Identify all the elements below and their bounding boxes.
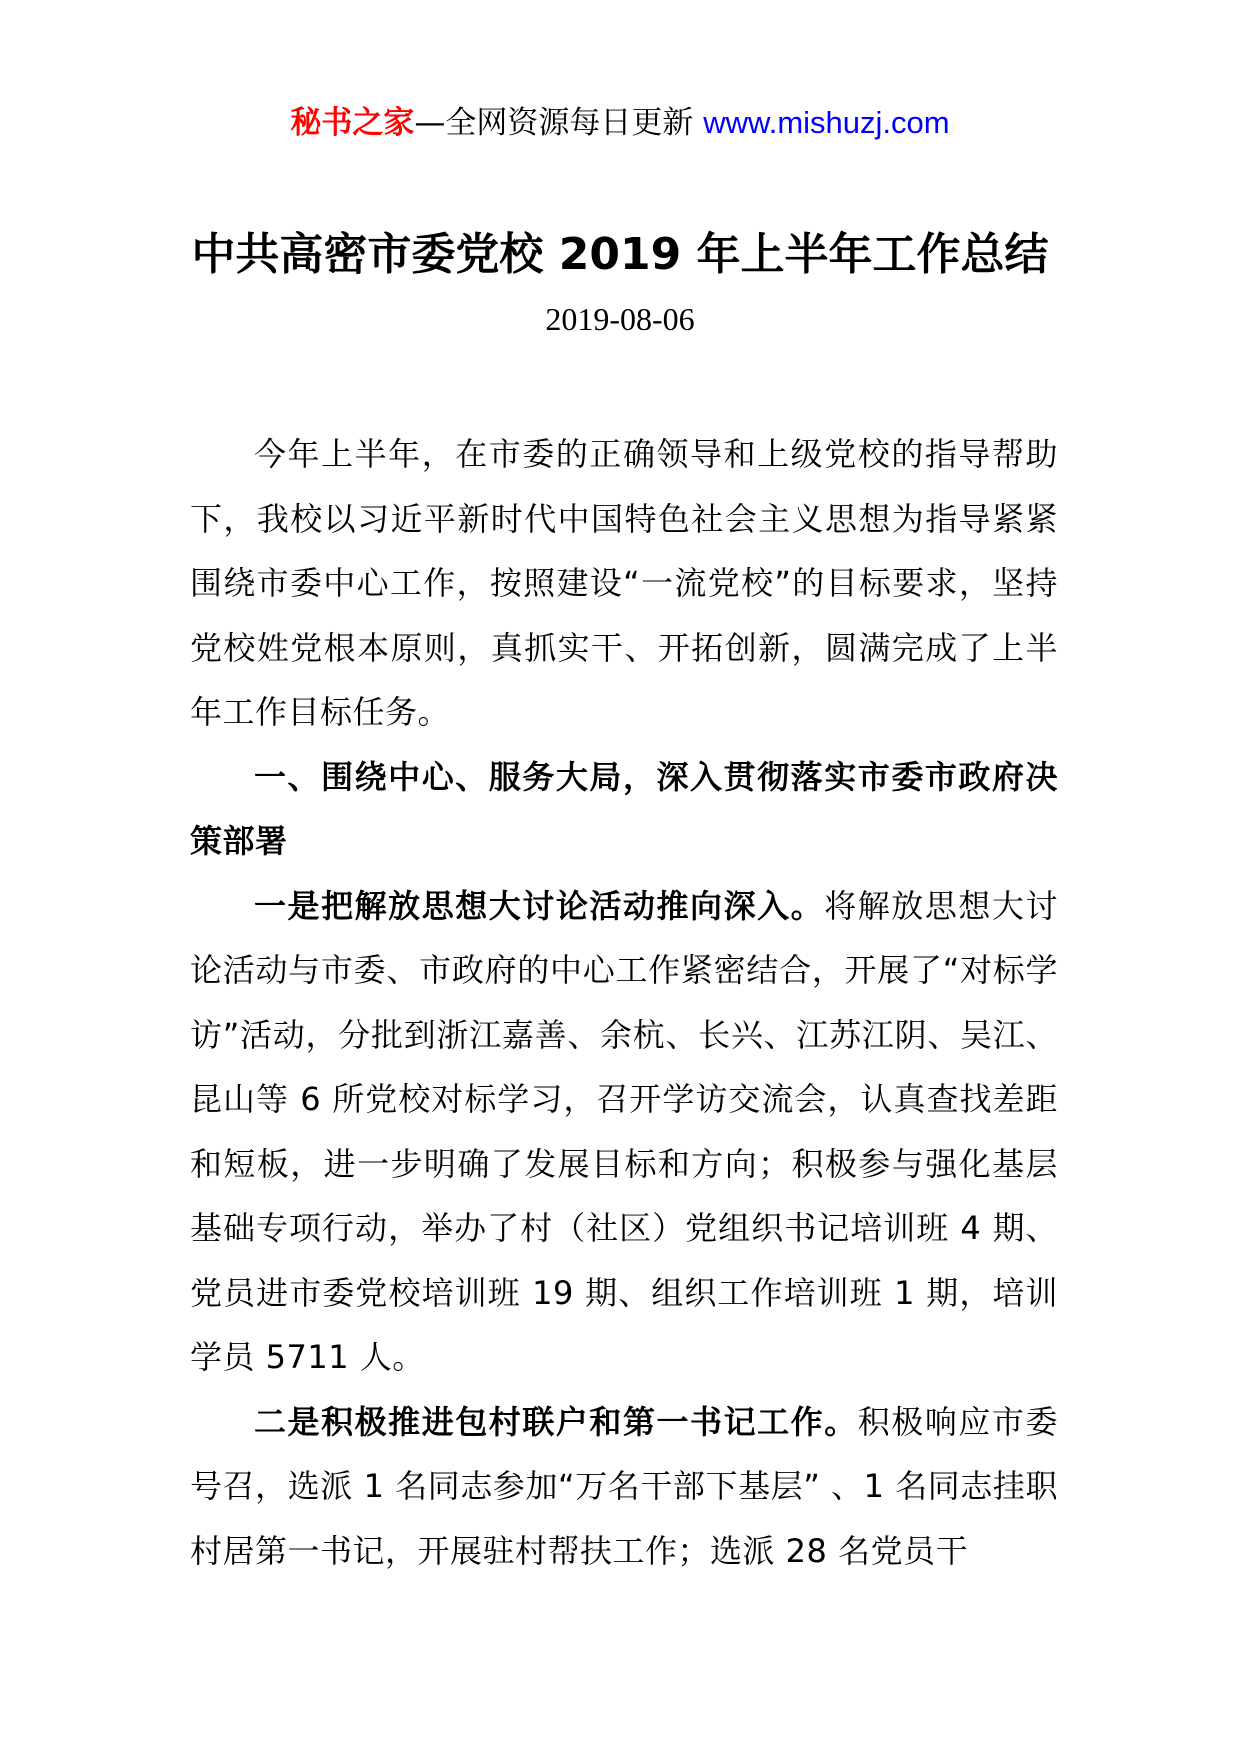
- item-body-1: 将解放思想大讨论活动与市委、市政府的中心工作紧密结合，开展了“对标学访”活动，分批到浙江嘉善、余杭、长兴、江苏江阴、吴江、昆山等 6 所党校对标学习，召开学访交流会，认真查找差距和短板，进一步明确了发展目标和方向；积极参与强化基层基础专项行动，举办了村（社区）党组织书记培训班 4 期、党员进市委党校培训班 19 期、组织工作培训班 1 期，培训学员 5711 人。: [190, 886, 1058, 1376]
- item-paragraph-1: [190, 874, 1058, 1390]
- site-tagline: —全网资源每日更新: [414, 105, 704, 141]
- document-body: [190, 422, 1058, 1583]
- item-body-2: 积极响应市委号召，选派 1 名同志参加“万名干部下基层” 、1 名同志挂职村居第一书记，开展驻村帮扶工作；选派 28 名党员干: [190, 1402, 1058, 1570]
- intro-paragraph: 今年上半年，在市委的正确领导和上级党校的指导帮助下，我校以习近平新时代中国特色社会主义思想为指导紧紧围绕市委中心工作，按照建设“一流党校”的目标要求，坚持党校姓党根本原则，真抓实干、开拓创新，圆满完成了上半年工作目标任务。: [190, 435, 1058, 731]
- item-lead-2: 二是积极推进包村联户和第一书记工作。: [254, 1402, 858, 1441]
- item-lead-1: 一是把解放思想大讨论活动推向深入。: [254, 886, 825, 925]
- site-header: [0, 100, 1240, 146]
- section-heading-1: 一、围绕中心、服务大局，深入贯彻落实市委市政府决策部署: [190, 757, 1058, 860]
- document-title: 中共高密市委党校 2019 年上半年工作总结: [191, 229, 1049, 280]
- document-date: 2019-08-06: [545, 301, 695, 337]
- item-paragraph-2: [190, 1390, 1058, 1584]
- site-url-link[interactable]: www.mishuzj.com: [703, 105, 950, 140]
- site-brand: 秘书之家: [290, 105, 415, 141]
